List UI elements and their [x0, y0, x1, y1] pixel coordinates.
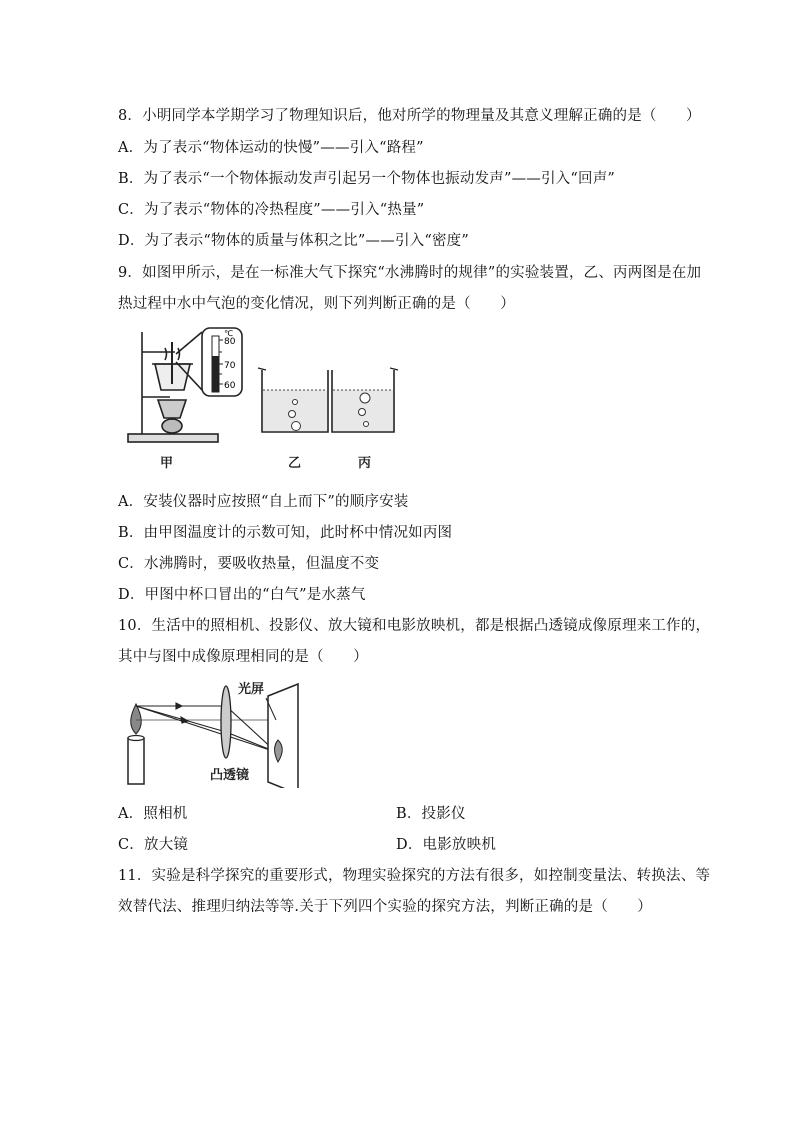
q8-option-a: A．为了表示“物体运动的快慢”——引入“路程” — [118, 140, 424, 156]
q9-option-c: C．水沸腾时，要吸收热量，但温度不变 — [118, 556, 380, 572]
thermometer-unit: ℃ — [224, 329, 233, 338]
q10-option-d: D．电影放映机 — [396, 837, 497, 853]
q10-option-c: C．放大镜 — [118, 837, 189, 853]
q10-option-a: A．照相机 — [118, 806, 188, 822]
screen-label: 光屏 — [238, 682, 265, 697]
tick-70: 70 — [224, 361, 236, 371]
light-rays — [136, 703, 276, 752]
label-jia: 甲 — [160, 456, 174, 471]
q10-stem-line1: 10．生活中的照相机、投影仪、放大镜和电影放映机，都是根据凸透镜成像原理来工作的， — [118, 618, 711, 634]
q9-stem-line1: 9．如图甲所示，是在一标准大气下探究“水沸腾时的规律”的实验装置，乙、丙两图是在加 — [118, 265, 702, 281]
tick-60: 60 — [224, 381, 236, 391]
q9-option-a: A．安装仪器时应按照“自上而下”的顺序安装 — [118, 494, 409, 510]
q10-stem-line2: 其中与图中成像原理相同的是（ ） — [118, 649, 368, 665]
label-bing: 丙 — [358, 456, 372, 471]
tick-80: 80 — [224, 337, 236, 347]
thermometer-magnified — [202, 328, 242, 396]
light-screen — [266, 684, 298, 788]
q11-stem-line2: 效替代法、推理归纳法等等.关于下列四个实验的探究方法，判断正确的是（ ） — [118, 899, 653, 915]
q9-option-d: D．甲图中杯口冒出的“白气”是水蒸气 — [118, 587, 366, 603]
q8-option-c: C．为了表示“物体的冷热程度”——引入“热量” — [118, 202, 425, 218]
candle — [128, 704, 144, 784]
beaker-yi — [258, 368, 328, 432]
q8-option-b: B．为了表示“一个物体振动发声引起另一个物体也振动发声”——引入“回声” — [118, 171, 616, 187]
label-yi: 乙 — [288, 456, 302, 471]
q10-option-b: B．投影仪 — [396, 806, 466, 822]
q9-stem-line2: 热过程中水中气泡的变化情况，则下列判断正确的是（ ） — [118, 296, 515, 312]
q8-stem: 8．小明同学本学期学习了物理知识后，他对所学的物理量及其意义理解正确的是（ ） — [118, 108, 701, 124]
q9-figure — [120, 322, 420, 472]
convex-lens — [221, 686, 231, 758]
q8-option-d: D．为了表示“物体的质量与体积之比”——引入“密度” — [118, 233, 469, 249]
beaker-bing — [332, 368, 398, 432]
q10-figure — [118, 676, 318, 788]
q9-option-b: B．由甲图温度计的示数可知，此时杯中情况如丙图 — [118, 525, 453, 541]
lens-label: 凸透镜 — [210, 768, 250, 783]
q11-stem-line1: 11．实验是科学探究的重要形式，物理实验探究的方法有很多，如控制变量法、转换法、等 — [118, 868, 711, 884]
